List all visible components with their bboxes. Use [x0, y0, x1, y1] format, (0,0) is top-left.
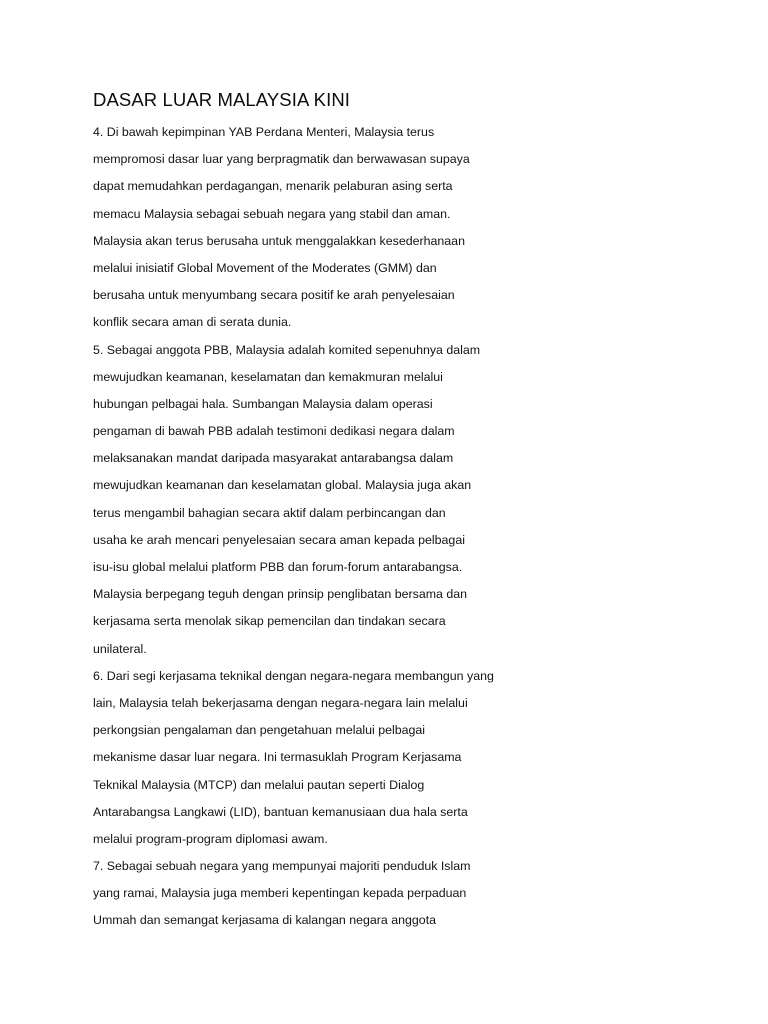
text-line: Antarabangsa Langkawi (LID), bantuan kemanusiaan dua hala serta: [93, 804, 468, 819]
text-line: Malaysia berpegang teguh dengan prinsip penglibatan bersama dan: [93, 587, 468, 602]
document-title: DASAR LUAR MALAYSIA KINI: [93, 89, 351, 110]
text-line: memacu Malaysia sebagai sebuah negara yang stabil dan aman.: [93, 206, 451, 221]
text-line: Teknikal Malaysia (MTCP) dan melalui pautan seperti Dialog: [93, 777, 425, 792]
text-line: isu-isu global melalui platform PBB dan forum-forum antarabangsa.: [93, 560, 463, 574]
text-line: Malaysia akan terus berusaha untuk menggalakkan kesederhanaan: [93, 233, 465, 248]
text-line: unilateral.: [93, 641, 147, 656]
text-line: yang ramai, Malaysia juga memberi kepentingan kepada perpaduan: [93, 886, 467, 901]
text-line: perkongsian pengalaman dan pengetahuan melalui pelbagai: [93, 723, 426, 738]
text-line: 4. Di bawah kepimpinan YAB Perdana Menteri, Malaysia terus: [93, 125, 435, 139]
text-line: dapat memudahkan perdagangan, menarik pelaburan asing serta: [93, 179, 453, 194]
text-line: kerjasama serta menolak sikap pemencilan dan tindakan secara: [93, 614, 446, 629]
text-line: lain, Malaysia telah bekerjasama dengan negara-negara lain melalui: [93, 695, 468, 710]
text-line: melalui program-program diplomasi awam.: [93, 831, 328, 846]
text-line: 5. Sebagai anggota PBB, Malaysia adalah komited sepenuhnya dalam: [93, 342, 481, 357]
text-line: melaksanakan mandat daripada masyarakat antarabangsa dalam: [93, 451, 454, 466]
text-line: berusaha untuk menyumbang secara positif ke arah penyelesaian: [93, 288, 455, 303]
text-line: usaha ke arah mencari penyelesaian secara aman kepada pelbagai: [93, 532, 465, 547]
document-body: [93, 119, 733, 935]
text-line: mekanisme dasar luar negara. Ini termasuklah Program Kerjasama: [93, 750, 462, 765]
text-line: mewujudkan keamanan, keselamatan dan kemakmuran melalui: [93, 369, 443, 384]
text-line: 6. Dari segi kerjasama teknikal dengan negara-negara membangun yang: [93, 668, 494, 683]
text-line: Ummah dan semangat kerjasama di kalangan negara anggota: [93, 913, 437, 928]
text-line: terus mengambil bahagian secara aktif dalam perbincangan dan: [93, 505, 446, 520]
text-line: melalui inisiatif Global Movement of the Moderates (GMM) dan: [93, 260, 437, 275]
text-line: pengaman di bawah PBB adalah testimoni dedikasi negara dalam: [93, 424, 455, 439]
text-line: 7. Sebagai sebuah negara yang mempunyai majoriti penduduk Islam: [93, 859, 471, 874]
text-line: konflik secara aman di serata dunia.: [93, 315, 292, 330]
text-line: mempromosi dasar luar yang berpragmatik dan berwawasan supaya: [93, 152, 470, 167]
text-line: mewujudkan keamanan dan keselamatan global. Malaysia juga akan: [93, 478, 472, 493]
text-line: hubungan pelbagai hala. Sumbangan Malaysia dalam operasi: [93, 396, 433, 411]
